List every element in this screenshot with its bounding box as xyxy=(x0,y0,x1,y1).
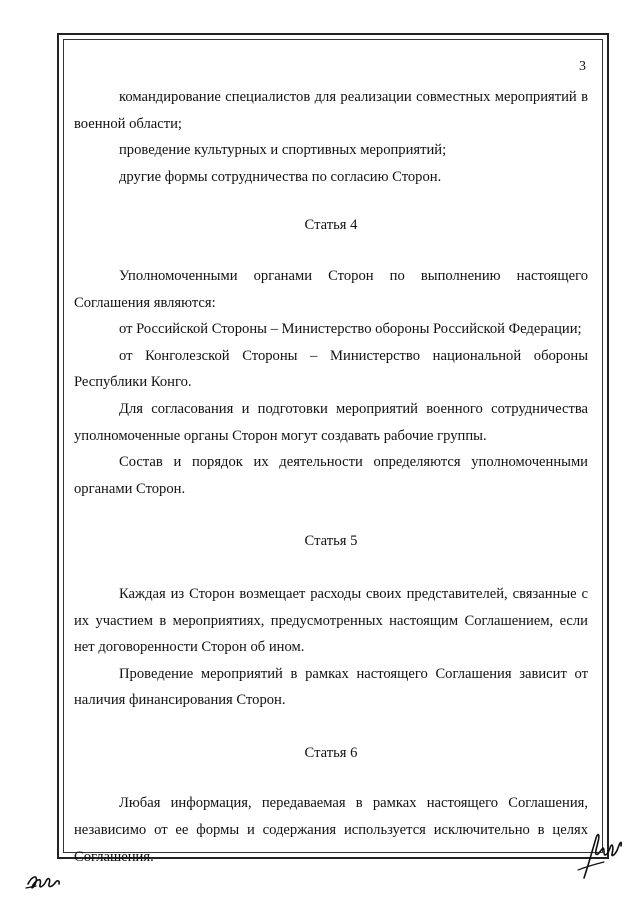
paragraph: Состав и порядок их деятельности определяются уполномоченными органами Сторон. xyxy=(74,454,588,497)
paragraph: Для согласования и подготовки мероприятий военного сотрудничества уполномоченные органы Сторон могут создавать рабочие группы. xyxy=(74,400,588,444)
paragraph: Каждая из Сторон возмещает расходы своих представителей, связанные с их участием в мероприятиях, предусмотренных настоящим Соглашением, если нет договоренности Сторон об ином. xyxy=(74,585,588,656)
paragraph: от Конголезской Стороны – Министерство национальной обороны Республики Конго. xyxy=(74,347,588,391)
page-number: 3 xyxy=(579,59,586,74)
signature-right xyxy=(574,826,628,884)
paragraph: проведение культурных и спортивных мероприятий; xyxy=(119,142,447,159)
paragraph: командирование специалистов для реализации совместных мероприятий в военной области; xyxy=(74,89,588,132)
article-heading: Статья 5 xyxy=(304,533,358,550)
paragraph: от Российской Стороны – Министерство обороны Российской Федерации; xyxy=(119,321,582,338)
paragraph: Проведение мероприятий в рамках настоящего Соглашения зависит от наличия финансирования Сторон. xyxy=(74,665,588,709)
paragraph: Любая информация, передаваемая в рамках настоящего Соглашения, независимо от ее формы и содержания используется исключительно в целях Соглашения. xyxy=(74,795,588,865)
paragraph: другие формы сотрудничества по согласию Сторон. xyxy=(119,168,442,185)
paragraph: Уполномоченными органами Сторон по выполнению настоящего Соглашения являются: xyxy=(74,267,588,311)
article-heading: Статья 4 xyxy=(304,217,358,234)
document-body xyxy=(74,84,588,870)
article-heading: Статья 6 xyxy=(304,744,358,761)
initials-signature-left xyxy=(24,868,66,894)
